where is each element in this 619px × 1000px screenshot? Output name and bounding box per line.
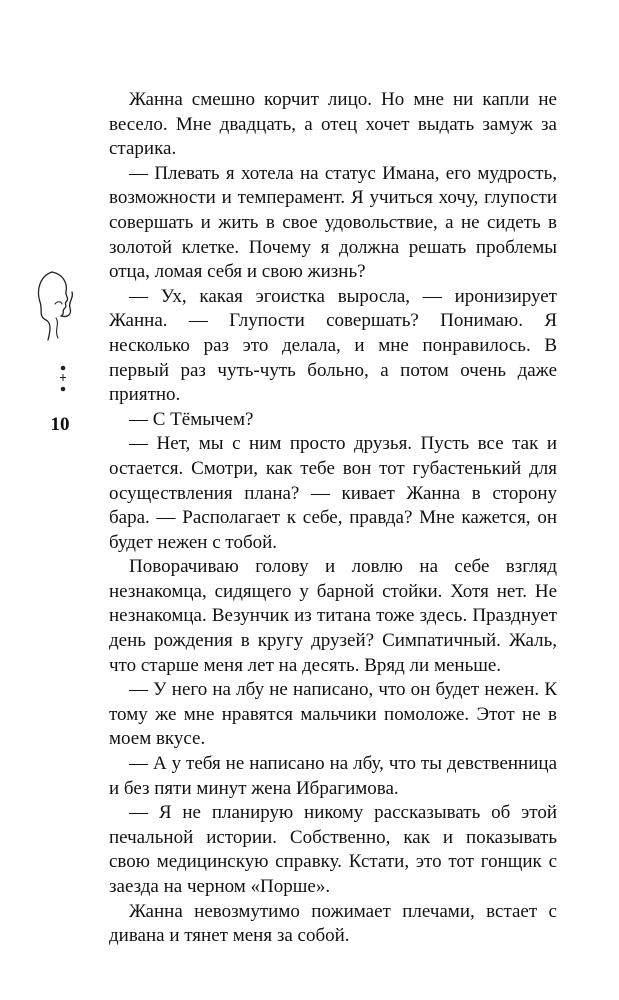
paragraph: — С Тёмычем? (129, 408, 254, 430)
woman-face-line-art-icon (28, 268, 88, 348)
paragraph: Жанна невозмутимо пожимает плечами, встает с дивана и тянет меня за собой. (109, 900, 557, 947)
vertical-dots-icon (56, 364, 70, 394)
paragraph: — Плевать я хотела на статус Имана, его мудрость, возможности и темперамент. Я учиться хочу, глупости совершать и жить в свое удовольствие, а не сидеть в золотой клетке. Почему я должна решать проблемы отца, ломая себя и свою жизнь? (109, 162, 557, 283)
paragraph: Жанна смешно корчит лицо. Но мне ни капли не весело. Мне двадцать, а отец хочет выдать замуж за старика. (109, 89, 557, 160)
paragraph: — У него на лбу не написано, что он будет нежен. К тому же мне нравятся мальчики помоложе. Этот не в моем вкусе. (109, 679, 557, 750)
paragraph: — Я не планирую никому рассказывать об этой печальной истории. Собственно, как и показывать свою медицинскую справку. Кстати, это тот гонщик с заезда на черном «Порше». (109, 802, 557, 897)
paragraph: — А у тебя не написано на лбу, что ты девственница и без пяти минут жена Ибрагимова. (109, 753, 557, 799)
paragraph: — Ух, какая эгоистка выросла, — иронизирует Жанна. — Глупости совершать? Понимаю. Я несколько раз это делала, и мне понравилось. В первый раз чуть-чуть больно, а потом очень даже приятно. (109, 285, 557, 406)
page-number: 10 (50, 414, 70, 435)
paragraph: Поворачиваю голову и ловлю на себе взгляд незнакомца, сидящего у барной стойки. Хотя нет. Не незнакомца. Везунчик из титана тоже здесь. Празднует день рождения в кругу друзей? Симпатичный. Жаль, что старше меня лет на десять. Вряд ли меньше. (109, 556, 557, 676)
paragraph: — Нет, мы с ним просто друзья. Пусть все так и остается. Смотри, как тебе вон тот губастенький для осуществления плана? — кивает Жанна в сторону бара. — Располагает к себе, правда? Мне кажется, он будет нежен с тобой. (109, 433, 557, 553)
body-text (109, 88, 557, 949)
